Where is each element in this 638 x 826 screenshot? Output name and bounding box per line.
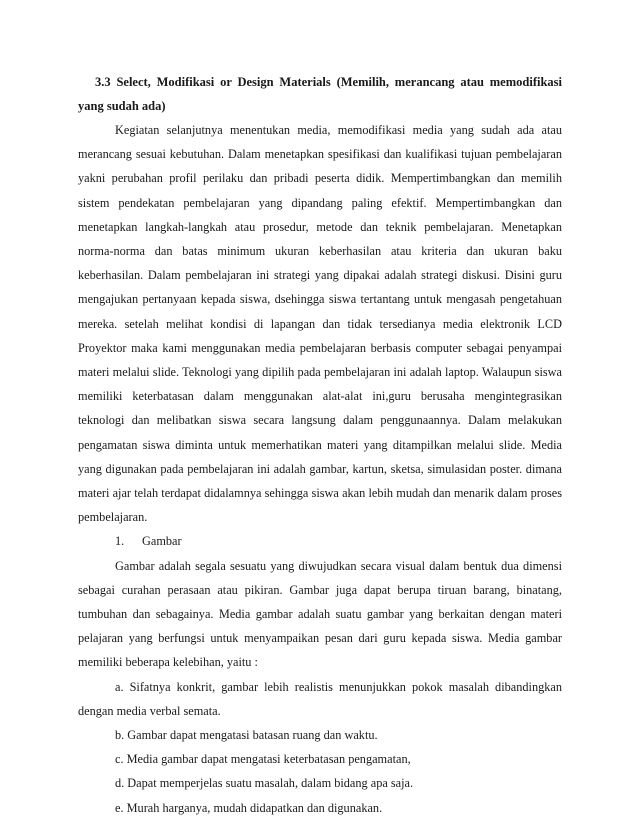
list-title: Gambar xyxy=(142,534,182,549)
document-page xyxy=(78,70,562,820)
numbered-list-item xyxy=(78,529,562,553)
list-number: 1. xyxy=(115,534,125,549)
list-item-d: d. Dapat memperjelas suatu masalah, dalam bidang apa saja. xyxy=(115,776,414,791)
paragraph-gambar: Gambar adalah segala sesuatu yang diwujudkan secara visual dalam bentuk dua dimensi sebagai curahan perasaan atau pikiran. Gambar juga dapat berupa tiruan barang, binatang, tumbuhan dan sebagainya. Media gambar adalah suatu gambar yang berkaitan dengan materi pelajaran yang berfungsi untuk menyampaikan pesan dari guru kepada siswa. Media gambar memiliki beberapa kelebihan, yaitu : xyxy=(78,558,562,670)
paragraph-intro: Kegiatan selanjutnya menentukan media, memodifikasi media yang sudah ada atau merancang sesuai kebutuhan. Dalam menetapkan spesifikasi dan kualifikasi tujuan pembelajaran yakni perubahan profil perilaku dan pribadi peserta didik. Mempertimbangkan dan memilih sistem pendekatan pembelajaran yang dipandang paling efektif. Mempertimbangkan dan menetapkan langkah-langkah atau prosedur, metode dan teknik pembelajaran. Menetapkan norma-norma dan batas minimum ukuran keberhasilan atau kriteria dan ukuran baku keberhasilan. Dalam pembelajaran ini strategi yang dipakai adalah strategi diskusi. Disini guru mengajukan pertanyaan kepada siswa, dsehingga siswa tertantang untuk mengasah pengetahuan mereka. setelah melihat kondisi di lapangan dan tidak tersedianya media elektronik LCD Proyektor maka kami menggunakan media pembelajaran berbasis computer sebagai penyampai materi melalui slide. Teknologi yang dipilih pada pembelajaran ini adalah laptop. Walaupun siswa memiliki keterbatasan dalam menggunakan alat-alat ini,guru berusaha mengintegrasikan teknologi dan melibatkan siswa secara langsung dalam penggunaannya. Dalam melakukan pengamatan siswa diminta untuk memerhatikan materi yang ditampilkan melalui slide. Media yang digunakan pada pembelajaran ini adalah gambar, kartun, sketsa, simulasidan poster. dimana materi ajar telah terdapat didalamnya sehingga siswa akan lebih mudah dan menarik dalam proses pembelajaran. xyxy=(78,123,562,525)
list-item-a: a. Sifatnya konkrit, gambar lebih realistis menunjukkan pokok masalah dibandingkan dengan media verbal semata. xyxy=(78,679,562,718)
section-heading: 3.3 Select, Modifikasi or Design Materials (Memilih, merancang atau memodifikasi yang sudah ada) xyxy=(78,75,562,113)
list-item-e: e. Murah harganya, mudah didapatkan dan digunakan. xyxy=(115,800,383,815)
list-item-c: c. Media gambar dapat mengatasi keterbatasan pengamatan, xyxy=(115,752,411,767)
list-item-b: b. Gambar dapat mengatasi batasan ruang dan waktu. xyxy=(115,728,378,743)
